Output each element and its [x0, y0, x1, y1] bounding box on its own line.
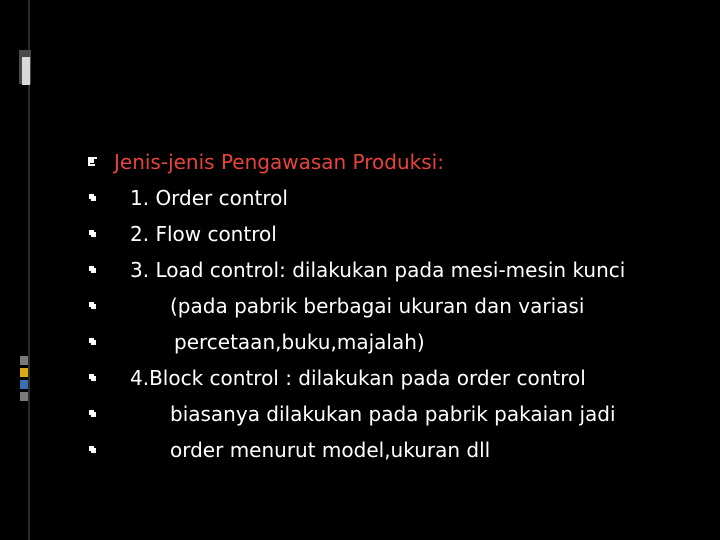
list-item [86, 216, 706, 252]
line-text: order menurut model,ukuran dll [170, 438, 491, 462]
square-bullet-icon [86, 263, 100, 277]
list-item [86, 432, 706, 468]
line-text: biasanya dilakukan pada pabrik pakaian jadi [170, 402, 616, 426]
slide-heading: Jenis-jenis Pengawasan Produksi: [114, 150, 444, 174]
square-bullet-icon [86, 191, 100, 205]
line-text: (pada pabrik berbagai ukuran dan variasi [170, 294, 585, 318]
line-text: percetaan,buku,majalah) [174, 330, 425, 354]
stripe-yellow [20, 368, 28, 377]
bullet-list [86, 144, 706, 468]
list-item [86, 288, 706, 324]
square-bullet-icon [86, 371, 100, 385]
stripe-gray-2 [20, 392, 28, 401]
list-item [86, 360, 706, 396]
line-text: 2. Flow control [130, 222, 277, 246]
corner-accent-inner [22, 57, 30, 85]
line-text: 3. Load control: dilakukan pada mesi-mesin kunci [130, 258, 626, 282]
stripe-blue [20, 380, 28, 389]
list-item [86, 252, 706, 288]
line-text: 4.Block control : dilakukan pada order control [130, 366, 586, 390]
square-bullet-icon [86, 335, 100, 349]
list-item-heading [86, 144, 706, 180]
line-text: 1. Order control [130, 186, 288, 210]
list-item [86, 396, 706, 432]
list-item [86, 180, 706, 216]
square-bullet-icon [86, 299, 100, 313]
square-bullet-icon [86, 155, 100, 169]
stripe-gray [20, 356, 28, 365]
color-stripe-group [20, 356, 28, 404]
list-item [86, 324, 706, 360]
square-bullet-icon [86, 227, 100, 241]
square-bullet-icon [86, 443, 100, 457]
square-bullet-icon [86, 407, 100, 421]
